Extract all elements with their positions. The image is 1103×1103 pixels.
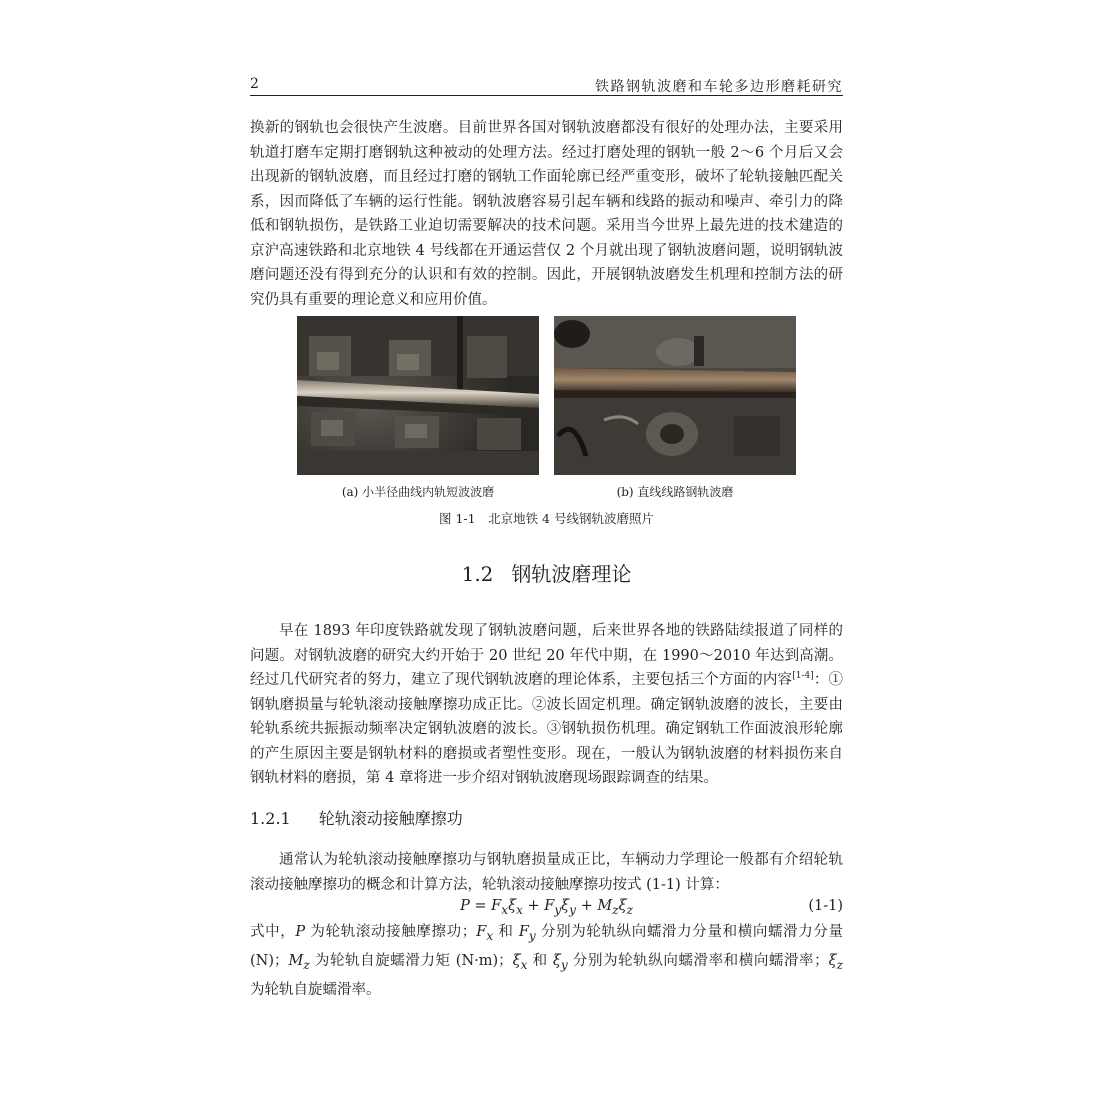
- photo-curve-rail-corrugation: [297, 316, 539, 475]
- subsection-title: 轮轨滚动接触摩擦功: [318, 809, 463, 828]
- section-number: 1.2: [461, 562, 494, 586]
- symbol-Fy: $F_y$: [518, 924, 536, 943]
- subcaption-b: (b) 直线线路钢轨波磨: [616, 485, 734, 499]
- subsection-number: 1.2.1: [250, 809, 291, 828]
- symbol-xi-z: $\xi_z$: [828, 952, 844, 972]
- intro-paragraph: 换新的钢轨也会很快产生波磨。目前世界各国对钢轨波磨都没有很好的处理办法，主要采用轨道打磨车定期打磨钢轨这种被动的处理方法。经过打磨处理的钢轨一般 2～6 个月后又会出现新的钢轨波磨，而且经过打磨的钢轨工作面轮廓已经严重变形，破坏了轮轨接触匹配关系，因而降低了车辆的运行性能。钢轨波磨容易引起车辆和线路的振动和噪声、牵引力的降低和钢轨损伤，是铁路工业迫切需要解决的技术问题。采用当今世界上最先进的技术建造的京沪高速铁路和北京地铁 4 号线都在开通运营仅 2 个月就出现了钢轨波磨问题，说明钢轨波磨问题还没有得到充分的认识和有效的控制。因此，开展钢轨波磨发生机理和控制方法的研究仍具有重要的理论意义和应用价值。: [250, 120, 843, 308]
- def-text: 和: [527, 952, 553, 969]
- running-head: [250, 74, 843, 96]
- symbol-Fx: $F_x$: [476, 924, 494, 943]
- header-rule: [250, 95, 843, 96]
- friction-paragraph: 通常认为轮轨滚动接触摩擦功与钢轨磨损量成正比，车辆动力学理论一般都有介绍轮轨滚动接触摩擦功的概念和计算方法，轮轨滚动接触摩擦功按式 (1-1) 计算：: [250, 852, 843, 893]
- page-number: 2: [250, 76, 259, 92]
- symbol-P: P: [295, 924, 306, 940]
- running-title: 铁路钢轨波磨和车轮多边形磨耗研究: [595, 79, 843, 95]
- subsection-heading: [250, 806, 463, 829]
- theory-paragraph: [250, 619, 843, 791]
- figure-caption: 图 1-1 北京地铁 4 号线钢轨波磨照片: [438, 511, 654, 526]
- def-text: 式中，: [250, 924, 296, 940]
- symbol-definitions: [250, 920, 843, 1003]
- equation-1-1: [250, 898, 843, 920]
- equation-number: (1-1): [808, 898, 843, 914]
- def-text: 为轮轨自旋蠕滑率。: [250, 981, 381, 998]
- symbol-xi-x: $\xi_x$: [512, 952, 528, 972]
- theory-text-2: ：①钢轨磨损量与轮轨滚动接触摩擦功成正比。②波长固定机理。确定钢轨波磨的波长，主要由轮轨系统共振振动频率决定钢轨波磨的波长。③钢轨损伤机理。确定钢轨工作面波浪形轮廓的产生原因主要是钢轨材料的磨损或者塑性变形。现在，一般认为钢轨波磨的材料损伤来自钢轨材料的磨损，第 4 章将进一步介绍对钢轨波磨现场跟踪调查的结果。: [250, 672, 844, 786]
- photo-straight-rail-corrugation: [554, 316, 796, 475]
- section-heading: [250, 558, 843, 587]
- subcaption-a: (a) 小半径曲线内轨短波波磨: [341, 485, 495, 499]
- theory-text-1: 早在 1893 年印度铁路就发现了钢轨波磨问题，后来世界各地的铁路陆续报道了同样的问题。对钢轨波磨的研究大约开始于 20 世纪 20 年代中期，在 1990～2010 年达到高潮。经过几代研究者的努力，建立了现代钢轨波磨的理论体系，主要包括三个方面的内容: [250, 623, 843, 688]
- def-text: 为轮轨自旋蠕滑力矩 (N·m)；: [309, 952, 513, 969]
- def-text: 和: [493, 924, 519, 940]
- symbol-Mz: $M_z$: [288, 952, 310, 972]
- def-text: 分别为轮轨纵向蠕滑率和横向蠕滑率；: [567, 952, 829, 969]
- def-text: 分别为轮轨纵向蠕滑力分量和横向蠕滑力分量 (N)；: [250, 924, 844, 969]
- section-title: 钢轨波磨理论: [511, 562, 632, 586]
- equation-formula: $P = F_x\xi_x + F_y\xi_y + M_z\xi_z$: [460, 898, 633, 917]
- def-text: 为轮轨滚动接触摩擦功；: [305, 924, 477, 940]
- citation-ref: [1-4]: [792, 671, 814, 682]
- symbol-xi-y: $\xi_y$: [552, 952, 568, 972]
